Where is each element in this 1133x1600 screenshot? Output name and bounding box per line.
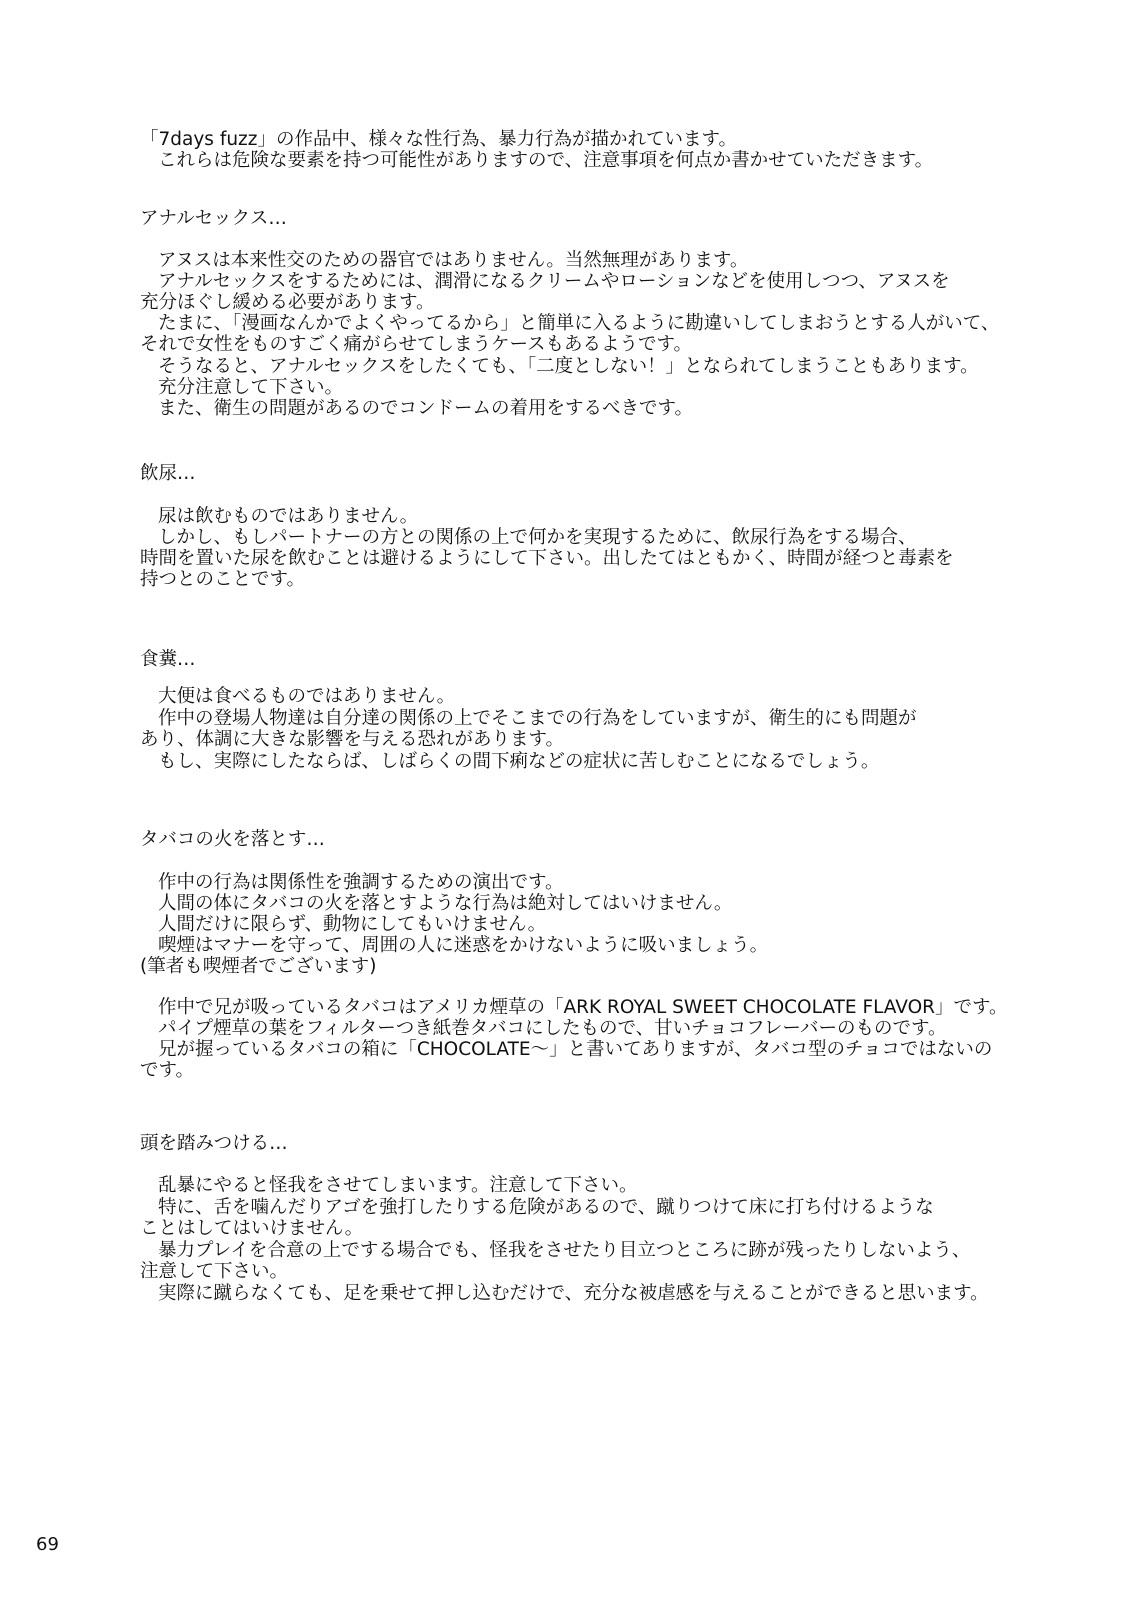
body-line: もし、実際にしたならば、しばらくの間下痢などの症状に苦しむことになるでしょう。 [158,751,880,772]
body-line: 大便は食べるものではありません。 [158,686,456,707]
body-line: 注意して下さい。 [140,1261,289,1282]
body-line: です。 [140,1060,195,1081]
body-line: アナルセックスをするためには、潤滑になるクリームやローションなどを使用しつつ、アヌスを [158,271,950,292]
intro-line: 「7days fuzz」の作品中、様々な性行為、暴力行為が描かれています。 [140,129,737,150]
body-line: 兄が握っているタバコの箱に「CHOCOLATE～」と書いてありますが、タバコ型のチョコではないの [158,1039,993,1060]
body-line: 人間だけに限らず、動物にしてもいけません。 [158,914,547,935]
body-line: それで女性をものすごく痛がらせてしまうケースもあるようです。 [140,334,693,355]
section-heading: アナルセックス… [140,208,287,229]
body-line: 作中の行為は関係性を強調するための演出です。 [158,872,564,893]
body-line: パイプ煙草の葉をフィルターつき紙巻タバコにしたもので、甘いチョコフレーバーのものです。 [158,1018,947,1039]
page-number: 69 [36,1534,59,1555]
body-line: しかし、もしパートナーの方との関係の上で何かを実現するために、飲尿行為をする場合、 [158,527,917,548]
body-line: 実際に蹴らなくても、足を乗せて押し込むだけで、充分な被虐感を与えることができると思います。 [158,1283,989,1304]
body-line: (筆者も喫煙者でございます) [140,956,377,977]
section-heading: タバコの火を落とす… [140,829,325,850]
body-line: 持つとのことです。 [140,569,306,590]
intro-line: これらは危険な要素を持つ可能性がありますので、注意事項を何点か書かせていただきます。 [158,150,934,171]
section-heading: 頭を踏みつける… [140,1133,288,1154]
body-line: あり、体調に大きな影響を与える恐れがあります。 [140,729,565,750]
body-line: ことはしてはいけません。 [140,1218,364,1239]
body-line: 喫煙はマナーを守って、周囲の人に迷惑をかけないように吸いましょう。 [158,935,769,956]
body-line: 人間の体にタバコの火を落とすような行為は絶対してはいけません。 [158,893,733,914]
body-line: たまに、「漫画なんかでよくやってるから」と簡単に入るように勘違いしてしまおうとする人がいて、 [158,313,1000,334]
section-heading: 食糞… [140,649,196,670]
body-line: 乱暴にやると怪我をさせてしまいます。注意して下さい。 [158,1175,638,1196]
body-line: 時間を置いた尿を飲むことは避けるようにして下さい。出したてはともかく、時間が経つと毒素を [140,548,954,569]
body-line: 尿は飲むものではありません。 [158,506,419,527]
body-line: 作中の登場人物達は自分達の関係の上でそこまでの行為をしていますが、衛生的にも問題が [158,708,917,729]
body-line: アヌスは本来性交のための器官ではありません。当然無理があります。 [158,250,749,271]
body-line: 暴力プレイを合意の上でする場合でも、怪我をさせたり目立つところに跡が残ったりしないよう、 [158,1240,971,1261]
body-line: 充分ほぐし緩める必要があります。 [140,292,435,313]
body-line: そうなると、アナルセックスをしたくても、「二度としない！」となられてしまうこともあります。 [158,356,979,377]
body-line: 充分注意して下さい。 [158,377,344,398]
body-line: 特に、舌を噛んだりアゴを強打したりする危険があるので、蹴りつけて床に打ち付けるような [158,1197,934,1218]
body-line: また、衛生の問題があるのでコンドームの着用をするべきです。 [158,398,694,419]
body-line: 作中で兄が吸っているタバコはアメリカ煙草の「ARK ROYAL SWEET CHOCOLATE FLAVOR」です。 [158,997,1008,1018]
section-heading: 飲尿… [140,463,196,484]
